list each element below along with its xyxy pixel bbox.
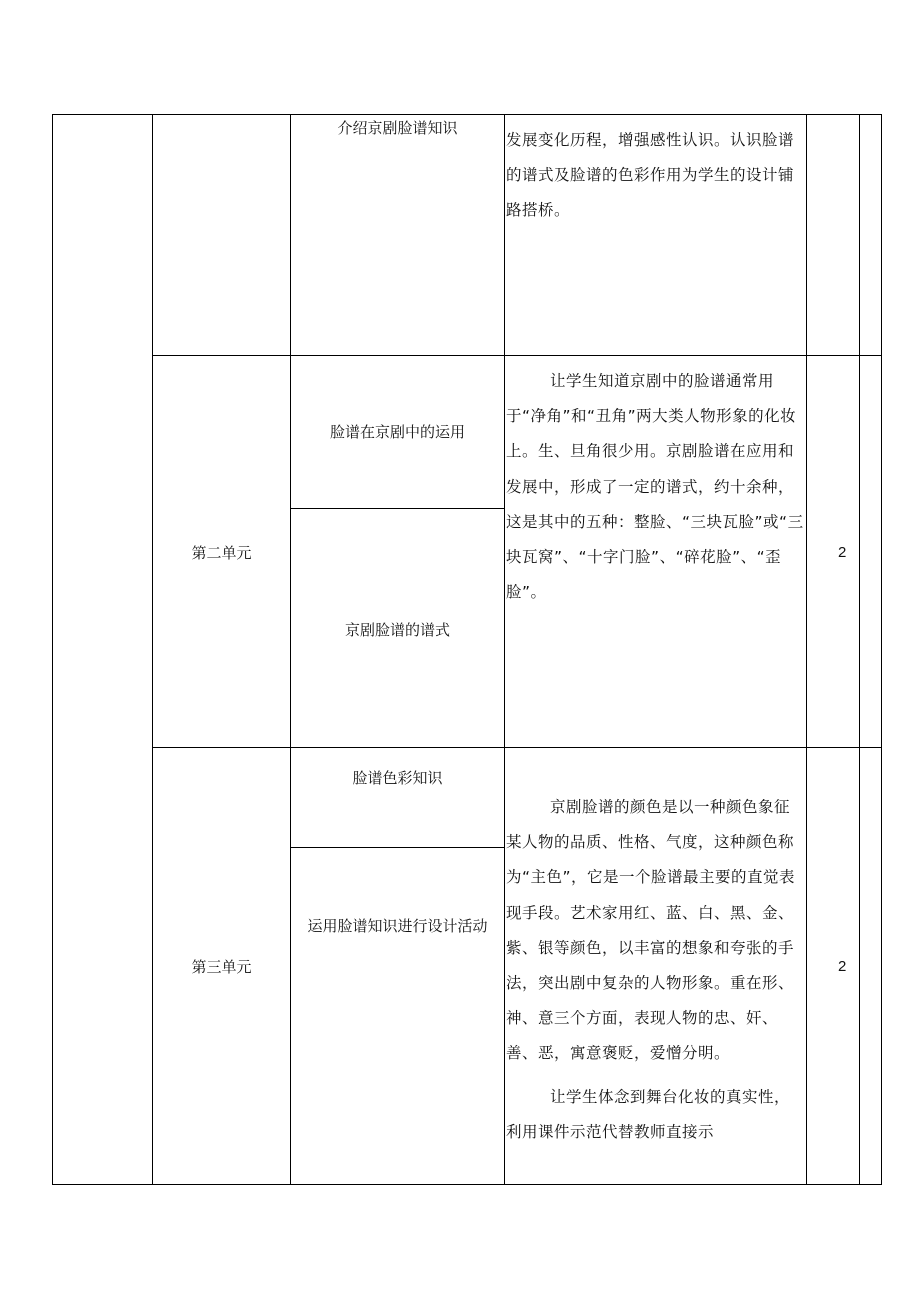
- row3-description-1: 京剧脸谱的颜色是以一种颜色象征某人物的品质、性格、气度，这种颜色称为“主色”，它是一个脸谱最主要的直觉表现手段。艺术家用红、蓝、白、黑、金、紫、银等颜色，以丰富的想象和夸张的手法，突出剧中复杂的人物形象。重在形、神、意三个方面，表现人物的忠、奸、善、恶，寓意褒贬，爱憎分明。: [506, 798, 796, 1063]
- row3-description-2: 让学生体念到舞台化妆的真实性，利用课件示范代替教师直接示: [506, 1088, 791, 1142]
- row3-topic-2: 运用脸谱知识进行设计活动: [307, 917, 488, 935]
- row2-topic-1: 脸谱在京剧中的运用: [329, 423, 465, 441]
- row3-topic-1: 脸谱色彩知识: [352, 769, 443, 787]
- row1-description: 发展变化历程，增强感性认识。认识脸谱的谱式及脸谱的色彩作用为学生的设计铺路搭桥。: [506, 131, 795, 220]
- col-border-1: [152, 114, 153, 1185]
- col-border-0: [52, 114, 53, 1185]
- topic-divider-1: [290, 508, 504, 509]
- col-border-6: [881, 114, 882, 1185]
- table-bottom-border: [52, 1184, 882, 1185]
- row2-hours: 2: [838, 544, 847, 561]
- row1-topic: 介绍京剧脸谱知识: [337, 119, 458, 137]
- row-divider-1: [152, 355, 882, 356]
- row2-description: 让学生知道京剧中的脸谱通常用于“净角”和“丑角”两大类人物形象的化妆上。生、旦角很少用。京剧脸谱在应用和发展中，形成了一定的谱式，约十余种，这是其中的五种：整脸、“三块瓦脸”或“三块瓦窝”、“十字门脸”、“碎花脸”、“歪脸”。: [506, 372, 804, 602]
- col-border-3: [504, 114, 505, 1185]
- row3-hours: 2: [838, 958, 847, 975]
- col-border-4: [806, 114, 807, 1185]
- topic-divider-2: [290, 847, 504, 848]
- row-divider-2: [152, 747, 882, 748]
- unit-3-label: 第三单元: [191, 958, 252, 976]
- row2-topic-2: 京剧脸谱的谱式: [344, 621, 450, 639]
- unit-2-label: 第二单元: [191, 544, 252, 562]
- col-border-2: [290, 114, 291, 1185]
- col-border-5: [859, 114, 860, 1185]
